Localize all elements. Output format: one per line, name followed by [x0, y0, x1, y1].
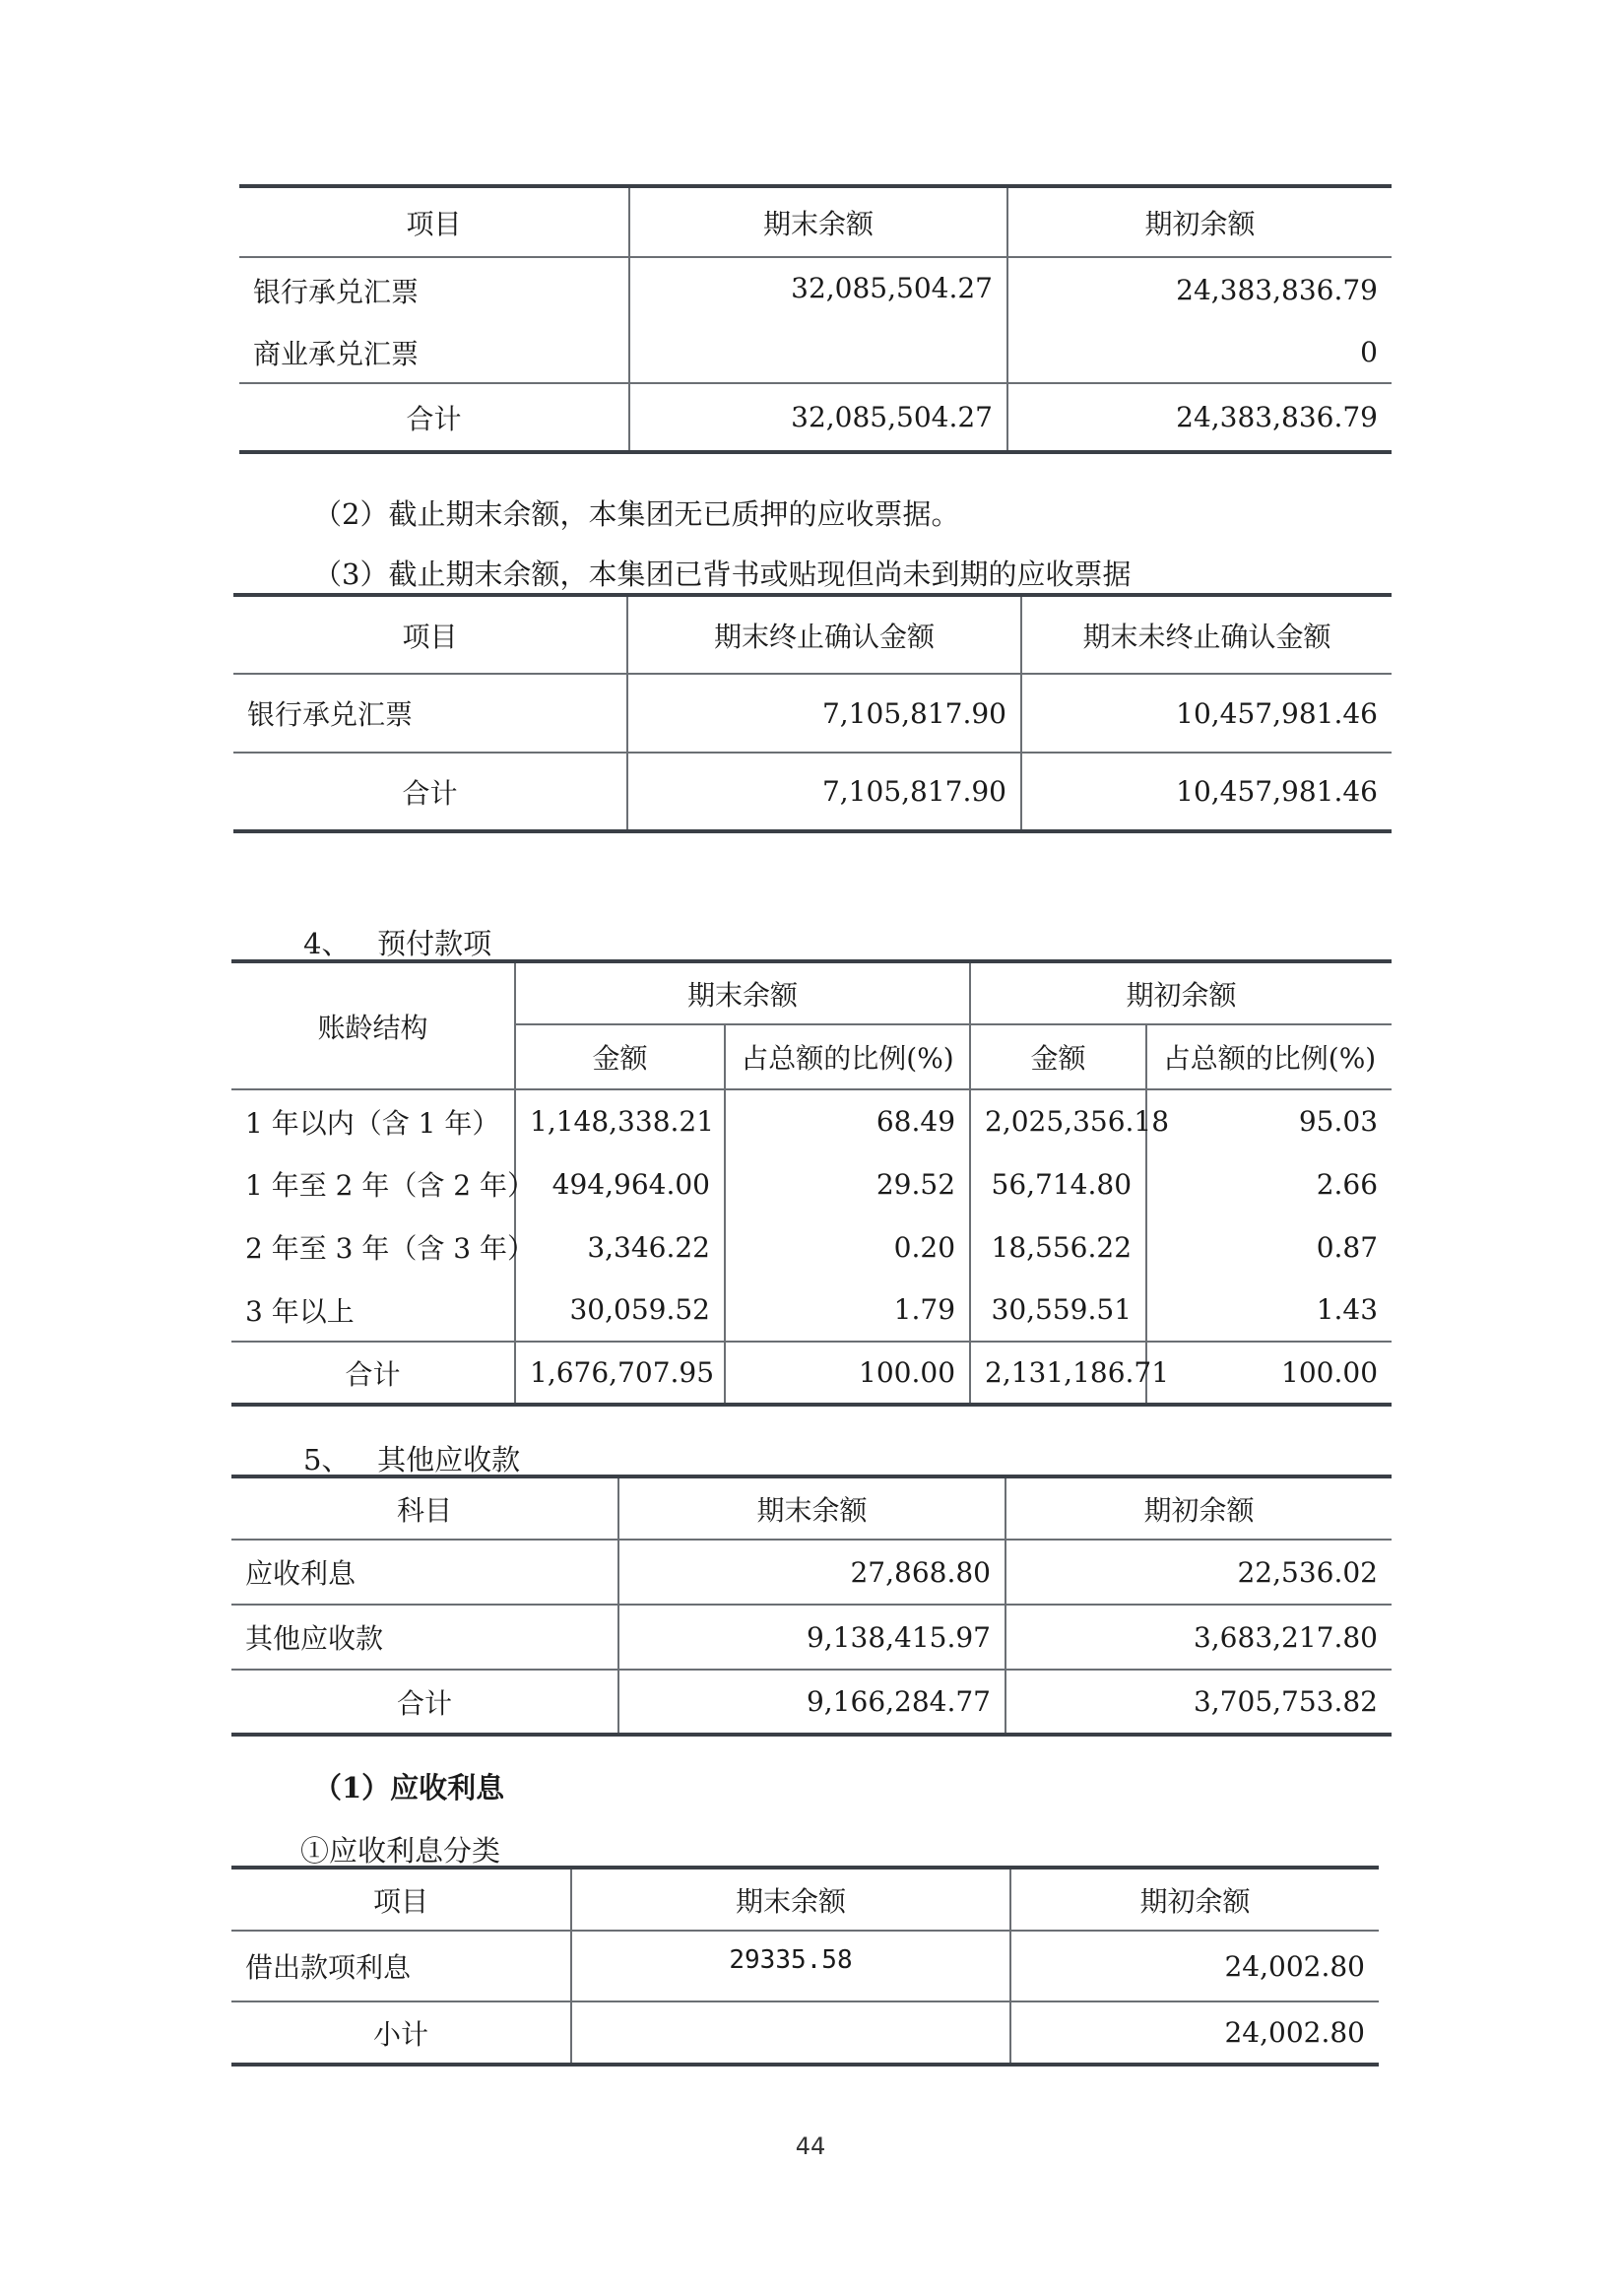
row-end: 29335.58 — [571, 1931, 1010, 2001]
total-end-amount: 1,676,707.95 — [515, 1342, 725, 1405]
row-begin-amount: 18,556.22 — [970, 1215, 1146, 1279]
row-derecognized: 7,105,817.90 — [627, 674, 1021, 753]
section-number: 4、 — [303, 927, 351, 960]
total-end: 9,166,284.77 — [618, 1670, 1005, 1735]
row-item: 其他应收款 — [245, 1622, 384, 1655]
row-item: 银行承兑汇票 — [253, 275, 420, 308]
row-end-amount: 1,148,338.21 — [515, 1089, 725, 1152]
total-end: 32,085,504.27 — [629, 383, 1007, 452]
header-begin-amount: 金额 — [970, 1024, 1146, 1089]
row-end: 9,138,415.97 — [618, 1605, 1005, 1670]
row-item: 应收利息 — [245, 1557, 357, 1590]
row-age: 1 年至 2 年（含 2 年） — [245, 1169, 535, 1202]
header-item: 项目 — [406, 207, 462, 240]
row-begin-ratio: 0.87 — [1146, 1215, 1392, 1279]
header-aging: 账龄结构 — [231, 961, 515, 1089]
table-row — [231, 1279, 1392, 1342]
header-subject: 科目 — [396, 1493, 452, 1527]
section-4-heading — [303, 922, 491, 962]
total-begin: 24,002.80 — [1010, 2001, 1379, 2065]
total-begin-ratio: 100.00 — [1146, 1342, 1392, 1405]
row-end-ratio: 68.49 — [725, 1089, 970, 1152]
header-end-balance: 期末余额 — [629, 186, 1007, 257]
header-begin-ratio: 占总额的比例(%) — [1146, 1024, 1392, 1089]
sub-heading-interest: （1）应收利息 — [313, 1771, 505, 1804]
table-total-row — [239, 383, 1392, 452]
note-2: （2）截止期末余额，本集团无已质押的应收票据。 — [313, 497, 960, 531]
row-begin-ratio: 95.03 — [1146, 1089, 1392, 1152]
other-receivables-table — [231, 1475, 1392, 1737]
total-label: 合计 — [402, 776, 458, 810]
header-not-derecognized: 期末未终止确认金额 — [1021, 595, 1392, 674]
header-item: 项目 — [372, 1884, 428, 1918]
section-number: 5、 — [303, 1443, 351, 1476]
note-3: （3）截止期末余额，本集团已背书或贴现但尚未到期的应收票据 — [313, 558, 1132, 591]
header-end-group: 期末余额 — [515, 961, 970, 1024]
header-end-balance: 期末余额 — [618, 1476, 1005, 1540]
table-total-row — [233, 753, 1392, 831]
table-total-row — [231, 1670, 1392, 1735]
row-item: 商业承兑汇票 — [253, 337, 420, 370]
row-begin-ratio: 1.43 — [1146, 1279, 1392, 1342]
table-total-row — [231, 1342, 1392, 1405]
header-item: 项目 — [402, 620, 458, 653]
total-begin: 24,383,836.79 — [1007, 383, 1392, 452]
table-row — [231, 1540, 1392, 1605]
total-label: 合计 — [396, 1686, 452, 1720]
header-end-ratio: 占总额的比例(%) — [725, 1024, 970, 1089]
interest-receivable-table — [231, 1866, 1379, 2066]
row-end: 32,085,504.27 — [629, 257, 1007, 322]
endorsed-notes-table — [233, 593, 1392, 833]
total-begin: 3,705,753.82 — [1005, 1670, 1392, 1735]
section-title: 其他应收款 — [377, 1443, 521, 1476]
section-5-heading — [303, 1438, 520, 1478]
row-end-amount: 3,346.22 — [515, 1215, 725, 1279]
page-number: 44 — [795, 2132, 826, 2160]
table-row — [231, 1215, 1392, 1279]
row-begin-amount: 30,559.51 — [970, 1279, 1146, 1342]
row-age: 1 年以内（含 1 年） — [245, 1106, 500, 1140]
header-begin-balance: 期初余额 — [1010, 1868, 1379, 1931]
row-begin-ratio: 2.66 — [1146, 1152, 1392, 1215]
row-begin-amount: 56,714.80 — [970, 1152, 1146, 1215]
total-end-ratio: 100.00 — [725, 1342, 970, 1405]
total-end — [571, 2001, 1010, 2065]
row-item: 借出款项利息 — [245, 1951, 412, 1984]
table-row — [231, 1931, 1379, 2001]
header-end-balance: 期末余额 — [571, 1868, 1010, 1931]
row-end-ratio: 1.79 — [725, 1279, 970, 1342]
table-total-row — [231, 2001, 1379, 2065]
table-row — [231, 1089, 1392, 1152]
total-derecognized: 7,105,817.90 — [627, 753, 1021, 831]
table-row — [231, 1152, 1392, 1215]
table-row — [231, 1605, 1392, 1670]
notes-receivable-table — [239, 184, 1392, 454]
row-end-amount: 494,964.00 — [515, 1152, 725, 1215]
prepayments-table — [231, 959, 1392, 1407]
header-begin-group: 期初余额 — [970, 961, 1392, 1024]
row-begin: 22,536.02 — [1005, 1540, 1392, 1605]
sub-heading-interest-class: ①应收利息分类 — [300, 1834, 501, 1868]
table-row — [239, 322, 1392, 383]
section-title: 预付款项 — [377, 927, 492, 960]
row-end: 27,868.80 — [618, 1540, 1005, 1605]
row-begin: 0 — [1007, 322, 1392, 383]
row-age: 3 年以上 — [245, 1294, 355, 1328]
row-not-derecognized: 10,457,981.46 — [1021, 674, 1392, 753]
header-derecognized: 期末终止确认金额 — [627, 595, 1021, 674]
total-label: 小计 — [372, 2017, 428, 2051]
row-end-ratio: 0.20 — [725, 1215, 970, 1279]
row-age: 2 年至 3 年（含 3 年） — [245, 1232, 535, 1265]
table-row — [239, 257, 1392, 322]
row-begin: 3,683,217.80 — [1005, 1605, 1392, 1670]
row-begin: 24,002.80 — [1010, 1931, 1379, 2001]
total-label: 合计 — [345, 1357, 401, 1391]
header-begin-balance: 期初余额 — [1007, 186, 1392, 257]
total-not-derecognized: 10,457,981.46 — [1021, 753, 1392, 831]
row-item: 银行承兑汇票 — [247, 698, 414, 731]
total-begin-amount: 2,131,186.71 — [970, 1342, 1146, 1405]
row-end — [629, 322, 1007, 383]
header-end-amount: 金额 — [515, 1024, 725, 1089]
row-begin: 24,383,836.79 — [1007, 257, 1392, 322]
table-row — [233, 674, 1392, 753]
row-end-ratio: 29.52 — [725, 1152, 970, 1215]
total-label: 合计 — [406, 402, 462, 435]
row-begin-amount: 2,025,356.18 — [970, 1089, 1146, 1152]
header-begin-balance: 期初余额 — [1005, 1476, 1392, 1540]
row-end-amount: 30,059.52 — [515, 1279, 725, 1342]
